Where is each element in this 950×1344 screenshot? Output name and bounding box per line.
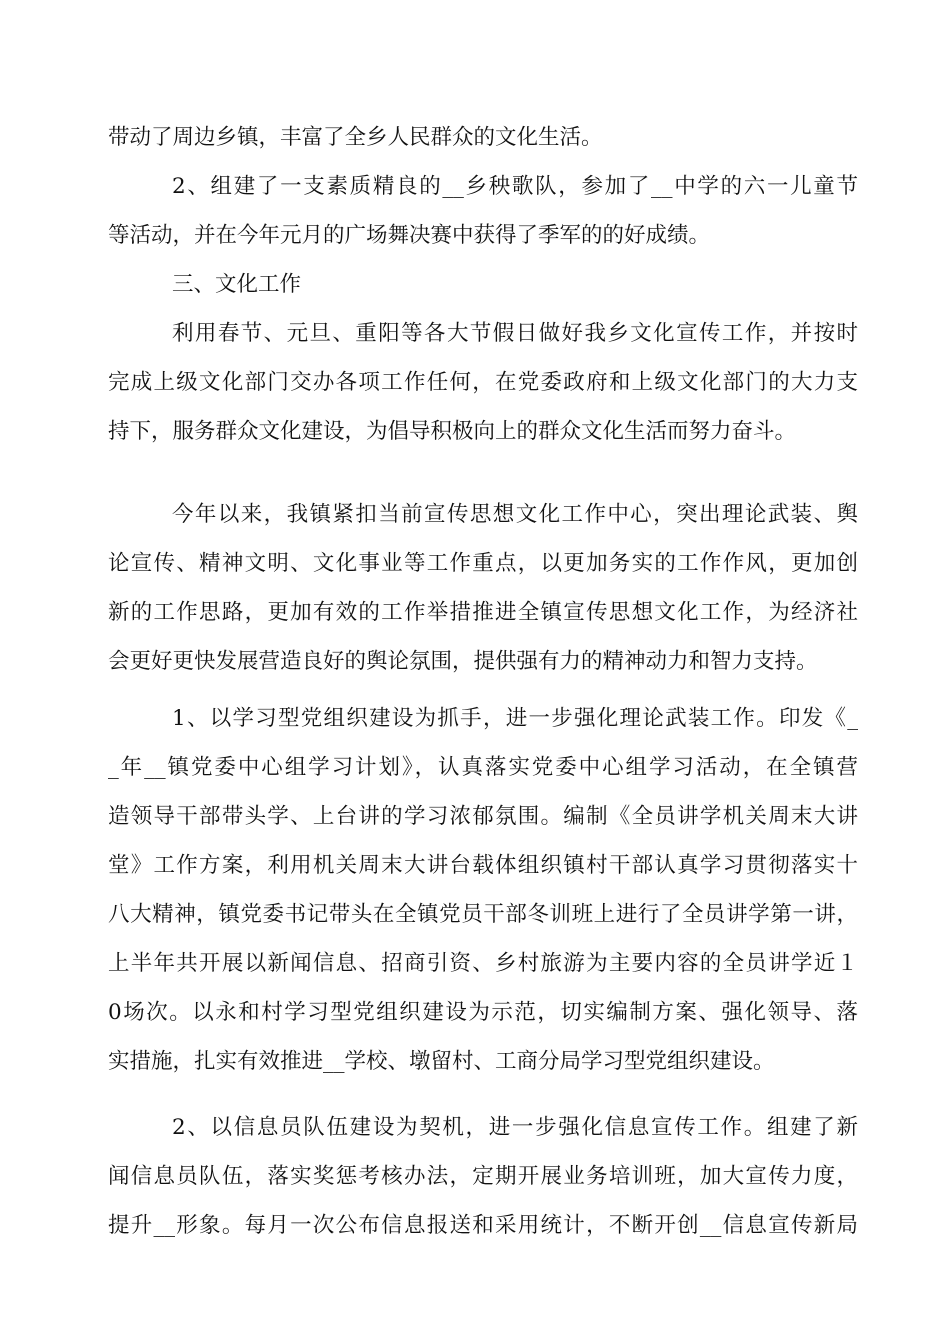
text-line: 2、以信息员队伍建设为契机，进一步强化信息宣传工作。组建了新 xyxy=(172,1115,858,1140)
text-line: 完成上级文化部门交办各项工作任何，在党委政府和上级文化部门的大力支 xyxy=(108,370,858,395)
text-line: _年__镇党委中心组学习计划》，认真落实党委中心组学习活动，在全镇营 xyxy=(108,755,858,780)
text-line: 利用春节、元旦、重阳等各大节假日做好我乡文化宣传工作，并按时 xyxy=(172,321,858,346)
text-line: 论宣传、精神文明、文化事业等工作重点，以更加务实的工作作风，更加创 xyxy=(108,551,858,576)
text-line: 闻信息员队伍，落实奖惩考核办法，定期开展业务培训班，加大宣传力度， xyxy=(108,1164,858,1189)
text-line: 0场次。以永和村学习型党组织建设为示范，切实编制方案、强化领导、落 xyxy=(108,1000,858,1025)
text-line: 今年以来，我镇紧扣当前宣传思想文化工作中心，突出理论武装、舆 xyxy=(172,502,858,527)
text-line: 会更好更快发展营造良好的舆论氛围，提供强有力的精神动力和智力支持。 xyxy=(108,649,818,674)
text-line: 八大精神，镇党委书记带头在全镇党员干部冬训班上进行了全员讲学第一讲， xyxy=(108,902,858,927)
text-line: 新的工作思路，更加有效的工作举措推进全镇宣传思想文化工作，为经济社 xyxy=(108,600,858,625)
text-line: 提升__形象。每月一次公布信息报送和采用统计，不断开创__信息宣传新局 xyxy=(108,1213,858,1238)
text-line: 堂》工作方案，利用机关周末大讲台载体组织镇村干部认真学习贯彻落实十 xyxy=(108,853,858,878)
text-line: 上半年共开展以新闻信息、招商引资、乡村旅游为主要内容的全员讲学近１ xyxy=(108,951,858,976)
text-line: 实措施，扎实有效推进__学校、墩留村、工商分局学习型党组织建设。 xyxy=(108,1049,775,1074)
text-line: 1、以学习型党组织建设为抓手，进一步强化理论武装工作。印发《_ xyxy=(172,706,858,731)
section-heading: 三、文化工作 xyxy=(172,272,302,297)
text-line: 2、组建了一支素质精良的__乡秧歌队，参加了__中学的六一儿童节 xyxy=(172,174,858,199)
text-line: 带动了周边乡镇，丰富了全乡人民群众的文化生活。 xyxy=(108,125,603,150)
text-line: 持下，服务群众文化建设，为倡导积极向上的群众文化生活而努力奋斗。 xyxy=(108,419,797,444)
text-line: 造领导干部带头学、上台讲的学习浓郁氛围。编制《全员讲学机关周末大讲 xyxy=(108,804,858,829)
text-line: 等活动，并在今年元月的广场舞决赛中获得了季军的的好成绩。 xyxy=(108,223,711,248)
